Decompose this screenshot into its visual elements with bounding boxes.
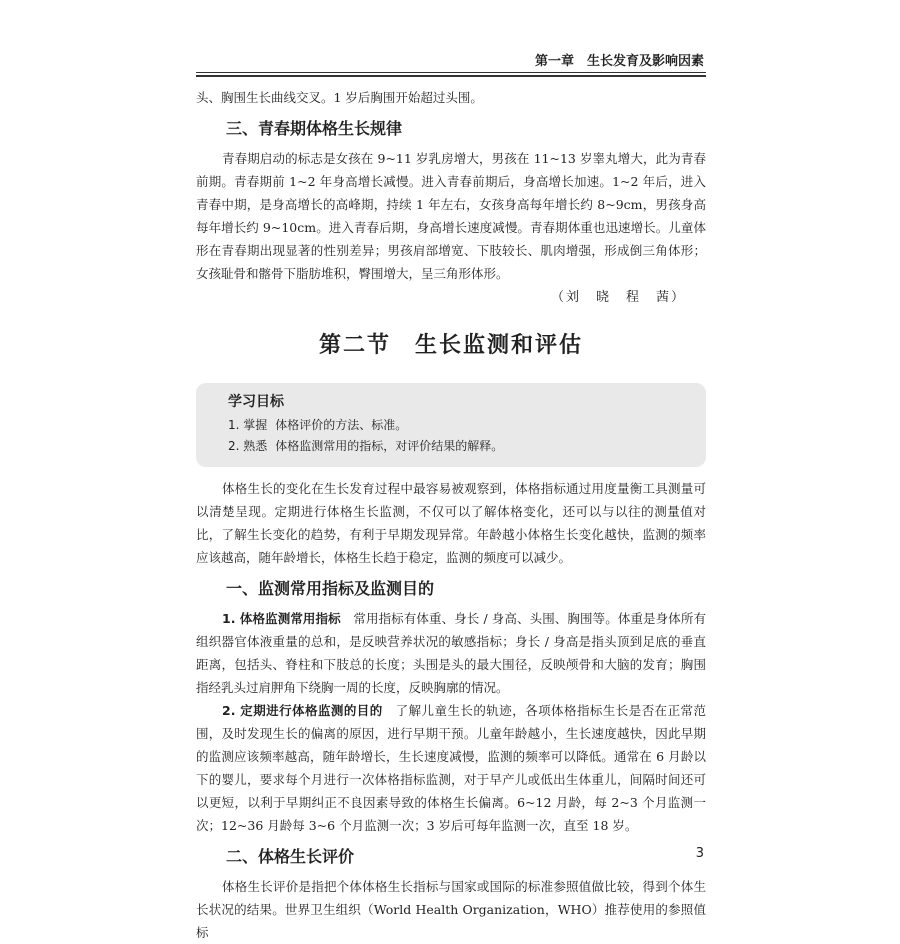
objectives-title: 学习目标 xyxy=(228,394,284,410)
section-heading-evaluation: 二、体格生长评价 xyxy=(226,847,355,866)
continued-paragraph: 头、胸围生长曲线交叉。1 岁后胸围开始超过头围。 xyxy=(196,90,483,105)
running-header: 第一章 生长发育及影响因素 xyxy=(534,54,704,69)
objective-item xyxy=(228,436,692,457)
objective-text: 体格监测常用的指标，对评价结果的解释。 xyxy=(275,439,504,453)
paragraph-lead: 1. 体格监测常用指标 xyxy=(222,611,341,626)
objective-item xyxy=(228,415,692,436)
page-number: 3 xyxy=(695,846,704,861)
header-rule xyxy=(196,72,706,73)
paragraph-indicators xyxy=(196,607,706,699)
objective-key: 1. 掌握 xyxy=(228,418,268,432)
paragraph-evaluation: 体格生长评价是指把个体体格生长指标与国家或国际的标准参照值做比较，得到个体生长状况的结果。世界卫生组织（World Health Organization，WHO）推荐使用的参照值标 xyxy=(196,879,706,940)
section-heading-monitoring: 一、监测常用指标及监测目的 xyxy=(226,579,435,598)
paragraph-puberty: 青春期启动的标志是女孩在 9~11 岁乳房增大，男孩在 11~13 岁睾丸增大，此为青春前期。青春期前 1~2 年身高增长减慢。进入青春前期后，身高增长加速。1~2 年后，进入青春中期，是身高增长的高峰期，持续 1 年左右，女孩身高每年增长约 8~9cm，男孩身高每年增长约 9~10cm。进入青春后期，身高增长速度减慢。青春期体重也迅速增长。儿童体形在青春期出现显著的性别差异；男孩肩部增宽、下肢较长、肌肉增强，形成倒三角体形；女孩耻骨和髂骨下脂肪堆积，臀围增大，呈三角形体形。 xyxy=(196,151,706,281)
paragraph-lead: 2. 定期进行体格监测的目的 xyxy=(222,703,383,718)
page-content xyxy=(196,80,706,944)
author-credit: （刘 晓 程 茜） xyxy=(550,290,686,305)
section-heading-puberty: 三、青春期体格生长规律 xyxy=(226,119,403,138)
objective-key: 2. 熟悉 xyxy=(228,439,268,453)
paragraph-text: 了解儿童生长的轨迹，各项体格指标生长是否在正常范围，及时发现生长的偏离的原因，进行早期干预。儿童年龄越小，生长速度越快，因此早期的监测应该频率越高，随年龄增长，生长速度减慢，监测的频率可以降低。通常在 6 月龄以下的婴儿，要求每个月进行一次体格指标监测，对于早产儿或低出生体重儿，间隔时间还可以更短，以利于早期纠正不良因素导致的体格生长偏离。6~12 月龄，每 2~3 个月监测一次；12~36 月龄每 3~6 个月监测一次；3 岁后可每年监测一次，直至 18 岁。 xyxy=(196,703,706,833)
learning-objectives-box xyxy=(196,383,706,467)
paragraph-intro: 体格生长的变化在生长发育过程中最容易被观察到，体格指标通过用度量衡工具测量可以清楚呈现。定期进行体格生长监测，不仅可以了解体格变化，还可以与以往的测量值对比，了解生长变化的趋势，有利于早期发现异常。年龄越小体格生长变化越快，监测的频率应该越高，随年龄增长，体格生长趋于稳定，监测的频度可以减少。 xyxy=(196,481,706,565)
header-rule-thick xyxy=(196,75,706,77)
paragraph-purpose xyxy=(196,699,706,837)
paragraph-text: 常用指标有体重、身长 / 身高、头围、胸围等。体重是身体所有组织器官体液重量的总和，是反映营养状况的敏感指标；身长 / 身高是指头顶到足底的垂直距离，包括头、脊柱和下肢总的长度；头围是头的最大围径，反映颅骨和大脑的发育；胸围指经乳头过肩胛角下绕胸一周的长度，反映胸廓的情况。 xyxy=(196,611,706,695)
objective-text: 体格评价的方法、标准。 xyxy=(275,418,408,432)
section-title: 第二节 生长监测和评估 xyxy=(318,333,583,358)
